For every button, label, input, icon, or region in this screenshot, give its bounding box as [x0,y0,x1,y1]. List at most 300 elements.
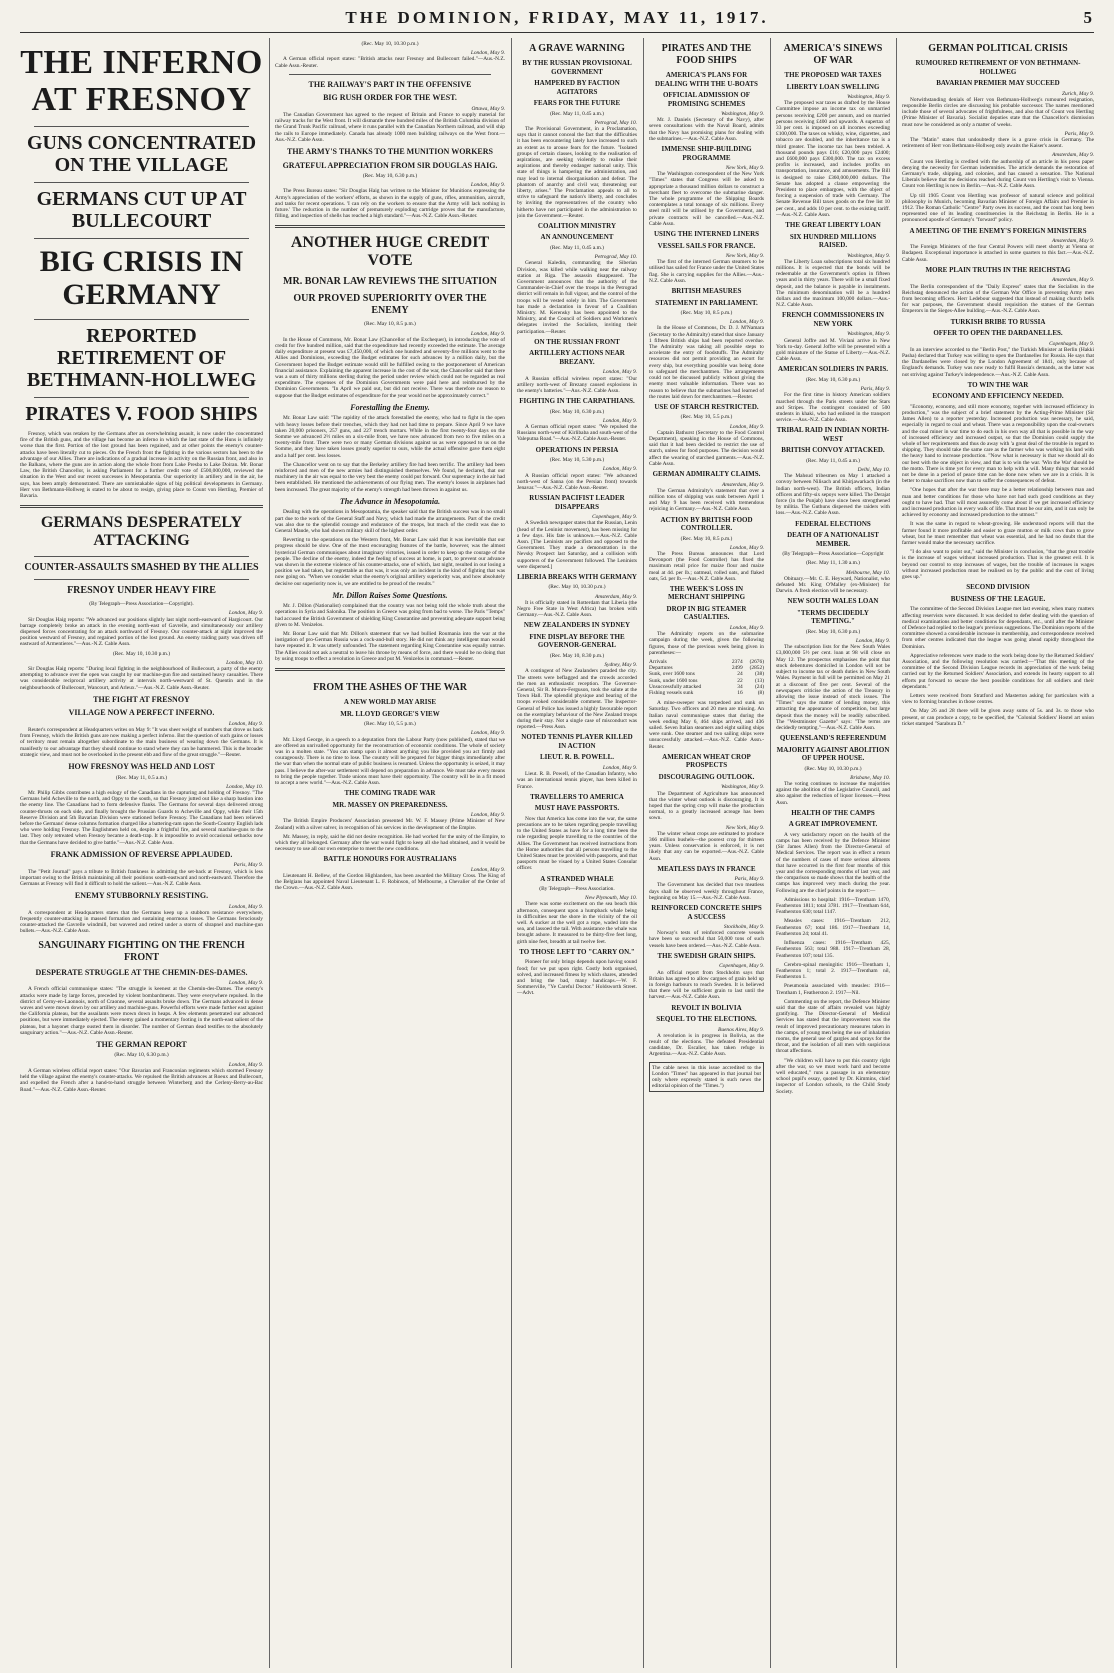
column-5 [776,38,890,1668]
intro-paragraph: Fresnoy, which was retaken by the Germans after an overwhelming assault, is now under the concentrated fire of the British guns, and the village has become an inferno in which the last state of the Huns is infinitely worse than the first. Portion of the lost ground has been regained, and at other points the enemy's counter-attacks have been literally cut to pieces. On the French front the fighting in the various sectors has been to the advantage of our Allies. There are indications of a gradual increase in activity on the Russian front, and also in the Balkans, where the guns are in action along the whole front from Lake Presba to Lake Doiran. Mr. Bonar Law, the British Chancellor, is asking Parliament for a further credit vote of £500,000,000, reviewed the situation in the West and our recent successes in Mesopotamia. Our superiority in artillery and in the air, he says, has been amply demonstrated. There are unmistakable signs of big political developments in Germany. Herr von Bethmann-Hollweg is stated to be about to resign, giving place to Count von Hertling, Premier of Bavaria. [20,431,263,500]
dateline: Copenhagen, May 9. [592,514,637,521]
dateline: Buenos Aires, May 9. [718,1026,764,1033]
headline: QUEENSLAND'S REFERENDUM [779,734,887,743]
column-rule [643,38,644,1668]
dateline: Paris, May 9. [1064,130,1094,137]
headline: ANOTHER HUGE CREDIT VOTE [290,234,490,270]
row-value: 22 [737,677,743,684]
article-paragraph: The "Matin" states that undoubtedly there is a grave crisis in Germany. The retirement of Herr von Bethmann-Hollweg only awaits the Kaiser's assent. [902,136,1094,150]
dateline: London, May 9. [602,417,637,424]
received-line: (Rec. May 10, 10.30 p.m.) [112,650,171,657]
dateline: New York, May 9. [725,253,764,260]
received-line: (Rec. May 10, 6.30 p.m.) [805,628,861,635]
headline: FEDERAL ELECTIONS [795,519,871,528]
masthead [20,6,1094,33]
article-paragraph: The first of the interned German steamers to be utilised has sailed for France under the United States flag. She is carrying supplies for the Allies.—Aus.-N.Z. Cable Assn. [649,259,764,284]
headline: VILLAGE NOW A PERFECT INFERNO. [68,708,215,718]
headline: SECOND DIVISION [966,583,1030,592]
article-paragraph: The committee of the Second Division League met last evening, when many matters affecting reservists were discussed. It was decided to defer dealing with the question of medical examinations and better conditions for dependants, etc., until after the Minister of Defence had replied to the league's previous suggestions. The Dominion reports of the committee showed a considerable increase in membership, and correspondence received from other centres indicated that the league was going ahead rapidly throughout the Dominion. [902,606,1094,650]
masthead-title: THE DOMINION, FRIDAY, MAY 11, 1917. [345,8,769,27]
dateline: Washington, May 9. [721,784,764,791]
row-prev-value: (8) [757,690,764,696]
headline: TRAVELLERS TO AMERICA [530,792,624,801]
two-column-split [275,677,505,895]
article-paragraph: Mr. Massey, in reply, said he did not desire recognition. He had worked for the unity of the Empire, to which they all belonged. Germany after the war would fight to keep all she had obtained, and it would be necessary to use all our own enterprise to meet the new conditions. [275,833,505,853]
headline: BUSINESS OF THE LEAGUE. [950,594,1046,603]
headline: BRITISH CONVOY ATTACKED. [781,446,885,455]
dateline: London, May 9. [602,369,637,376]
article-paragraph: Measles cases: 1916—Trentham 212, Featherston 67; total 186. 1917—Trentham 14, Featherston 24; total 41. [776,918,890,937]
credit-line: (By Telegraph—Press Association. [539,886,615,893]
dateline: New York, May 9. [725,165,764,172]
column-rule [269,38,270,1668]
headline: MORE PLAIN TRUTHS IN THE REICHSTAG [925,265,1071,274]
dateline: London, May 9. [470,812,505,819]
dateline: Washington, May 9. [721,111,764,117]
headline: BRITISH MEASURES [671,287,742,296]
article-paragraph: Pneumonia associated with measles: 1916—Trentham 1, Featherston 2. 1917—Nil. [776,983,890,996]
row-value: 34 [737,683,743,690]
received-line: (Rec. May 11, 1.30 a.m.) [806,560,860,567]
divider [34,556,249,557]
article-paragraph: General Joffre and M. Viviani arrive in New York to-day. General Joffre will be presented with a gold miniature of the Statue of Liberty.—Aus.-N.Z. Cable Assn. [776,337,890,363]
dateline: London, May 9. [729,544,764,551]
headline: NEW ZEALANDERS IN SYDNEY [523,621,631,630]
dateline: London, May 9. [228,903,263,910]
article-paragraph: The Foreign Ministers of the four Central Powers will meet shortly at Vienna or Budapest. Exceptional importance is attached in some quarters to this fact.—Aus.-N.Z. Cable Assn. [902,244,1094,263]
headline: THE COMING TRADE WAR [344,789,436,798]
headline: BIG RUSH ORDER FOR THE WEST. [323,93,457,103]
headline: THE INFERNO AT FRESNOY [20,44,263,118]
received-line: (Rec. May 10, 10.30 p.m.) [548,584,606,591]
article-paragraph: Mr. Bonar Law said: "The rapidity of the attack forestalled the enemy, who had to fight in the open with heavy losses before their trenches, which they had not had time to prepare. Since April 9 we have taken 20,000 prisoners, 257 guns, and 227 trench mortars. While in the first twenty-four days on the Somme we advanced 2½ miles on a six-mile front, we have now advanced from two to five miles on a twenty-mile front. There were two or many German divisions against us as were opposed to us on the Somme, and they have taken losses greatly superior to ours, while the actual offensive gave them eight and a half per cent. less losses. [275,415,505,459]
headline: FRENCH COMMISSIONERS IN NEW YORK [782,311,884,328]
headline: MAJORITY AGAINST ABOLITION OF UPPER HOUSE. [776,745,890,763]
headline: REPORTED RETIREMENT OF BETHMANN-HOLLWEG [26,325,257,391]
divider [275,668,505,671]
headline: OPERATIONS IN PERSIA [535,445,619,454]
dateline: London, May 10. [226,783,263,790]
row-prev-value: (2676) [749,658,764,665]
article-paragraph: A very satisfactory report on the health of the camps has been received by the Defence Minister (Sir James Allen) from the Director-General of Medical Services. The report was in effect a return of the numbers of cases of more serious ailments that have occurred in the first four months of this year and the corresponding months of last year, and the comparison so made shows that the health of the camps has improved very much during the year. Following are the chief points in the report:— [776,831,890,894]
headline: LIBERIA BREAKS WITH GERMANY [517,572,637,581]
headline: NOTED TENNIS PLAYER KILLED IN ACTION [521,733,633,750]
headline: AMERICA'S PLANS FOR DEALING WITH THE U-BOATS [655,71,758,88]
divider [34,397,249,398]
received-line: (Rec. May 10, 10.30 p.m.) [361,41,419,47]
headline: NEW SOUTH WALES LOAN [787,597,879,606]
headline: VESSEL SAILS FOR FRANCE. [657,241,756,250]
headline: MR. MASSEY ON PREPAREDNESS. [332,800,448,809]
headline: GUNS CONCENTRATED ON THE VILLAGE [26,132,257,176]
headline: GERMANS CUT UP AT BULLECOURT [36,188,247,232]
article-paragraph: A contingent of New Zealanders paraded the city. The streets were beflagged and the crowds accorded the men an enthusiastic reception. The Governor-General, Sir R. Munro-Ferguson, took the salute at the Town Hall. The splendid physique and bearing of the troops evoked considerable comment. The Inspector-General of Police has issued a highly favourable report on the exemplary behaviour of the New Zealand troops during their stay. Not a single case of misconduct was reported.—Press Assn. [517,668,637,731]
received-line: (Rec. May 10, 8.5 p.m.) [680,310,733,317]
article-paragraph: Reverting to the operations on the Western front, Mr. Bonar Law said that it was inevitable that our progress should be slow. One of the most encouraging features of the battle, however, was the almost hysterical German communiques about imaginary victories, issued in order to keep up the courage of the people. The decline of the enemy, indeed the feeling of success at home, is part, to prevent our advance was shown in the extreme violence of his counter-attacks, one of which, last night, resulted in our losing a position we had taken, but regrettable as that was, it was only an incident in the kind of fighting that was now going on. "When we consider what the enemy's original artillery superiority was, and how absolutely decisive our superiority now is, we are entitled to be proud of the results." [275,537,505,587]
article-paragraph: The Department of Agriculture has announced that the winter wheat outlook is discouraging. It is hoped that the spring crop will make the production normal, to a greatly increased acreage has been sown. [649,790,764,822]
article-paragraph: Admissions to hospital: 1916—Trentham 1470, Featherston 1811; total 3781. 1917—Trentham 644, Featherston 630; total 1147. [776,896,890,916]
column-2 [275,38,505,1668]
dateline: London, May 9. [470,182,505,189]
headline: BIG CRISIS IN GERMANY [39,245,244,311]
divider [34,579,249,580]
dateline: London, May 9. [228,720,263,727]
headline: OUR PROVED SUPERIORITY OVER THE ENEMY [293,293,487,317]
headline: DISCOURAGING OUTLOOK. [658,772,755,781]
dateline: Melbourne, May 10. [845,569,890,576]
dateline: Ottawa, May 9. [471,105,505,112]
article-paragraph: The subscription lists for the New South Wales £3,000,000 5½ per cent. loan at 98 will close on May 12. The prospectus emphasises the point that stock debentures domiciled in London will not be subject to income tax or death duties in New South Wales. Payment in full will be permitted on May 21 at a discount of five per cent. Several of the newspapers criticise the action of the Treasury in allowing the issue instead of stock issues. The "Times" says the matter of lending money, this attracting the appearance of competition, but large deposit thus the money will be readily subscribed. The "Westminster Gazette" says: "The terms are decidedly tempting."—Aus.-N.Z. Cable Assn. [776,644,890,731]
headline: FIGHTING IN THE CARPATHIANS. [519,397,635,406]
article-paragraph: The Canadian Government has agreed to the request of Britain and France to supply material for railway tracks for the West front. It will dismantle three hundred miles of the British Columbia division of the Grand Trunk Pacific railroad, where it runs parallel with the Canadian Northern railroad, and will ship the rails to Europe immediately. Canada has already 1000 men building railways on the West front.—Aus.-N.Z. Cable Assn. [275,112,505,143]
headline: SEQUEL TO THE ELECTIONS. [656,1015,757,1024]
headline: LIEUT. R. B. POWELL. [540,753,614,762]
headline: COALITION MINISTRY [537,221,617,230]
received-line: (Rec. May 10, 6.30 p.m.) [805,376,861,383]
article-paragraph: Appreciative references were made to the work being done by the Returned Soldiers' Association, and the following resolution was carried:—"That this meeting of the committee of the Second Division League records its appreciation of the work being carried out by the Returned Soldiers' Association, and extends its hearty support to all efforts put forward to secure the best possible conditions for all soldiers and their dependants." [902,652,1094,690]
received-line: (Rec. May 11, 0.45 a.m.) [550,110,604,117]
page-number: 5 [1083,8,1092,27]
row-value: 2374 [731,658,743,665]
article-paragraph: In the House of Commons, Mr. Bonar Law (Chancellor of the Exchequer), in introducing the vote of credit for five hundred million, said that the expenditure had recently exceeded the estimate. The average daily expenditure at present was £7,450,000, of which one hundred and seventy-five millions went to the Allies and Dominions, exceeding the Budget estimates for such advances by a million daily, but the Government hoped the Budget estimate would still be fulfilled owing to the postponement of American financial assistance. Explaining the apparent increase in the cost of the war, the Chancellor said that there was a sum of thirty millions sterling during the period under review which could not be regarded as real expenditure. The expenses of the Dominion Governments were paid here and reimbursed by the Dominion Governments. "In April we paid out, but did not receive. There was therefore no reason to suppose that the Budget estimates of expenditure for the year would not be approximately correct." [275,336,505,399]
article-paragraph: Dealing with the operations in Mesopotamia, the speaker said that the British success was in no small part due to the work of the General Staff and Navy, which had made the arrangements. Part of the credit was also due to the splendid courage and endurance of the troops, but much of the credit was due to General Maude, who had shown military skill of the highest order. [275,509,505,534]
column-rule [511,38,512,1668]
dateline: New Plymouth, May 10. [585,895,637,902]
row-value: 2499 [731,665,743,672]
dateline: Petrograd, May 10. [594,119,637,126]
headline: THE RAILWAY'S PART IN THE OFFENSIVE [308,79,472,89]
headline: DEATH OF A NATIONALIST MEMBER. [787,531,879,548]
article-paragraph: The Chancellor went on to say that the Berkeley artillery fire had been terrific. The artillery had been reinforced and men of the new armies had distinguished themselves. We found, he declared, that our machinery in the air was equal to the very best the enemy could put forward. Our supremacy in the air had been established. He mentioned the achievements of our flying men. The enemy's losses in airplanes had been increased. The great majority of the enemy's strength had been thrown in against us. [275,461,505,493]
headline: GERMAN POLITICAL CRISIS [928,43,1068,54]
dateline: Zurich, May 9. [1061,90,1094,97]
headline: FEARS FOR THE FUTURE [533,99,621,107]
article-paragraph: "Economy, economy, and still more economy, together with increased efficiency in production," was the subject of a brief statement by the Acting-Prime Minister (Sir James Allen) to a reporter yesterday. Increased production was necessary, he said, especially in regard to coal and wheat. There was a responsibility upon the coal-owners and the coal miner in war time to do each in his own way all that is possible in the way of increased efficiency and increased output, so that the Dominion could supply the whole of her requirements and thus do away with 'a great deal of the trouble in regard to shipping. They should take the same care as the farmer who was working his land with the heavy hand to increase production. "Now what is necessary is that we should all do our best with the one object in view, and that is to win the war. 'Win the War' should be the motto. There is time yet for every man to help with a will. Many things that would not be done in a period of peace time can be done now when we are in a crisis. It is better to make sacrifices now than to suffer the consequences of defeat. [902,403,1094,485]
divider [34,319,249,320]
column-4 [649,38,764,1668]
article-paragraph: A German official report states: "We repulsed the Russians north-west of Kirlibaba and south-west of the Valeputna Road."—Aus.-N.Z. Cable Assn.-Reuter. [517,424,637,443]
headline: REINFORCED CONCRETE SHIPS A SUCCESS [651,904,762,921]
column-3 [517,38,637,1668]
row-prev-value: (24) [755,683,764,690]
received-line: (Rec. May 10, 5.5 p.m.) [680,414,733,421]
headline: THE GERMAN REPORT [96,1039,187,1049]
article-paragraph: The Provisional Government, in a Proclamation, says that it cannot conceal the fact that the difficulties it has been encountering lately have increased to such an extent as to arouse fears for the future. "Isolated groups of certain classes, looking to the realisation of aspirations, are seeking violently to realise their aspirations and thereby endanger national unity. This state of things is hampering the administration, and may lead to internal disorganisation and defeat. The phantom of anarchy and civil war, threatening our liberty, arises." The Proclamation appeals to all to strive to safeguard the nation's liberty, and concludes by inviting the representatives of the country who hitherto have not participated in the administration to join the Government.—Reuter. [517,125,637,219]
headline: GERMANS DESPERATELY ATTACKING [40,514,243,550]
divider [34,126,249,127]
divider [34,182,249,183]
article-paragraph: A Russian official report states: "We advanced north-west of Sanna (on the Persian front) towards Jenavar."—Aus.-N.Z. Cable Assn.-Reuter. [517,472,637,491]
dateline: Amsterdam, May 9. [1051,152,1094,159]
headline: FRANK ADMISSION OF REVERSE APPLAUDED. [50,849,233,859]
article-paragraph: Up till 1905 Count von Hertling was professor of natural science and political philosophy in Munich, becoming Bavarian Minister of Foreign Affairs and Premier in 1912. The Roman Catholic "Centre" Party owes its success, and the count has long been represented one of its leading constituencies in the Reichstag in Berlin. He is a pronounced apostle of Germany's "forward" policy. [902,192,1094,224]
article-paragraph: General Kaledin, commanding the Siberian Division, was killed while walking near the railway station at Riga. The assassin disappeared. The Government announces that the authority of the Commander-in-Chief over the troops in the Petrograd district will remain in full vigour, and the control of the troops will be vested solely in him. The Government has made a declaration in favour of a Coalition Ministry. M. Kerensky has been appointed to the Ministry, and the Council of Soldiers and Workmen's delegates invited the Socialists, inviting their participation.—Reuter. [517,260,637,335]
headline: AMERICAN WHEAT CROP PROSPECTS [662,752,751,770]
headline: BY THE RUSSIAN PROVISIONAL GOVERNMENT [522,59,632,76]
headline: STATEMENT IN PARLIAMENT. [655,298,758,307]
article-paragraph: Letters were received from Stratford and Masterton asking for particulars with a view to forming branches in those centres. [902,692,1094,706]
dateline: Amsterdam, May 9. [1051,277,1094,284]
dateline: Sydney, May 9. [604,662,637,669]
headline: DESPERATE STRUGGLE AT THE CHEMIN-DES-DAMES. [35,967,248,977]
headline: A NEW WORLD MAY ARISE [343,698,437,707]
headline: THE WEEK'S LOSS IN MERCHANT SHIPPING [667,584,746,602]
divider [275,225,505,228]
divider [34,238,249,239]
row-prev-value: (2852) [749,665,764,672]
headline: THE ARMY'S THANKS TO THE MUNITION WORKERS [287,147,493,157]
headline: BAVARIAN PREMIER MAY SUCCEED [936,79,1060,87]
article-paragraph: The Government has decided that two meatless days shall be observed weekly throughout France, beginning on May 15.—Aus.-N.Z. Cable Assn. [649,882,764,901]
dateline: London, May 9. [228,1061,263,1068]
headline: ECONOMY AND EFFICIENCY NEEDED. [932,392,1064,401]
headline: TO THOSE LEFT TO "CARRY ON." [519,947,635,956]
dateline: London, May 9. [855,638,890,645]
article-paragraph: The Press Bureau states: "Sir Douglas Haig has written to the Minister for Munitions expressing the Army's appreciation of the workers' efforts, as shown in the supply of guns, rifles, ammunition, aircraft, and tanks for recent operations. 'I can rely on the workers to ensure that the Army will lack nothing in future.' The reduction in the number of prematurely exploding cartridge proves that the manufacture, filling, and inspection of shells has reached a high standard."—Aus.-N.Z. Cable Assn.-Reuter. [275,188,505,220]
article-paragraph: A German wireless official report states: "Our Bavarian and Franconian regiments which stormed Fresnoy held the village against the enemy's counter-attacks. We repulsed the British advances at Roeux and Bullecourt, and expelled the French after a hand-to-hand struggle between Winterberg and the Cerleny-Berry-au-Bac Road."—Aus.-N.Z. Cable Assn.-Reuter. [20,1067,263,1093]
headline: ON THE RUSSIAN FRONT [534,337,620,346]
divider [289,74,491,75]
article-paragraph: Mr. J. Dillon (Nationalist) complained that the country was not being told the whole truth about the operations in Syria and Salonika. The position in Greece was going from bad to worse. The Paris "Temps" had accused the British Government of shielding King Constantine and preventing adequate support being given to M. Venizelos. [275,603,505,628]
dateline: London, May 9. [470,50,505,57]
headline: DROP IN BIG STEAMER CASUALTIES. [666,604,747,622]
row-value: 16 [737,690,743,696]
dateline: Amsterdam, May 9. [721,481,764,488]
dateline: Paris, May 9. [233,862,263,869]
article-paragraph: The British Empire Producers' Association presented Mr. W. F. Massey (Prime Minister of New Zealand) with a silver salver, in recognition of his services in the development of the Empire. [275,818,505,831]
headline: FRESNOY UNDER HEAVY FIRE [67,585,216,597]
advertisement: Pioneer for only brings depends upon having sound food; for we put upon right. Costly both organised, solved, and increased fitness by which shares, attended and bring the bad, many handicaps.—W. F. Sommerville, "Ye Careful Doctor." Holdsworth Street.—Advt. [517,959,637,997]
headline: HAMPERED BY FACTION AGITATORS [534,79,620,96]
column-rule [770,38,771,1668]
dateline: Washington, May 9. [847,331,890,338]
headline: USING THE INTERNED LINERS [653,230,760,239]
row-label: Fishing vessels sunk [649,690,694,696]
article-paragraph: Notwithstanding denials of Herr von Bethmann-Hollweg's rumoured resignation, responsible Berlin circles are discussing his probable successor. The names mentioned include those of several advocates of frightfulness, and also that of Count von Hertling (Prime Minister of Bavaria). Socialist deputies state that the Chancellor's dismission must now be considered as only a matter of weeks. [902,96,1094,128]
headline: GERMAN ADMIRALTY CLAIMS. [652,470,761,479]
headline: MR. BONAR LAW REVIEWS THE SITUATION [283,276,497,288]
row-label: Departures [649,665,673,672]
row-prev-value: (13) [755,677,764,684]
headline: REVOLT IN BOLIVIA [671,1003,742,1012]
headline: LIBERTY LOAN SWELLING [786,82,880,91]
column-6 [902,38,1094,1668]
article-paragraph: A German official report states: "British attacks near Fresnoy and Bullecourt failed."—Aus.-N.Z. Cable Assn.-Reuter. [275,56,505,69]
article-paragraph: The German Admiralty's statement that over a million tons of shipping was sunk between April 1 and May 9 has been received with tremendous rejoicing in Germany.—Aus.-N.Z. Cable Assn. [649,487,764,513]
dateline: London, May 9. [228,610,263,617]
article-paragraph: The Mahsud tribesmen on May 1 attacked a convoy between Nilisach and Khirjawarkach (in the Indian north-west). The British officers, Indian officers and fifty-six sepoys were killed. The Derajat force (in the Punjab) have since been strengthened by militia. The Guthuns dispersed the raiders with loss.—Aus.-N.Z. Cable Assn. [776,473,890,517]
headline: COUNTER-ASSAULTS SMASHED BY THE ALLIES [24,562,259,574]
dateline: London, May 9. [729,423,764,430]
received-line: (Rec. May 10, 5.5 p.m.) [364,721,416,728]
headline: USE OF STARCH RESTRICTED. [654,402,759,411]
editorial-note [649,1062,764,1093]
dateline: London, May 9. [602,466,637,473]
received-line: (Rec. May 11, 0.5 a.m.) [115,774,168,781]
headline: HEALTH OF THE CAMPS [791,808,875,817]
headline: BATTLE HONOURS FOR AUSTRALIANS [323,855,457,864]
headline: THE SWEDISH GRAIN SHIPS. [657,951,756,960]
article-paragraph: "I do also want to point out," said the Minister in conclusion, "that the great trouble is the increase of wages without increased production. That is the greatest evil. It is beyond our control to stop increases of wages, but the trouble of increases in wages without increased production must be realised on by the public and the cost of living goes up." [902,549,1094,581]
shipping-table [649,659,764,696]
headline: SANGUINARY FIGHTING ON THE FRENCH FRONT [38,939,245,963]
headline: ACTION BY BRITISH FOOD CONTROLLER. [660,515,753,533]
article-paragraph: Now that America has come into the war, the same precautions are to be taken regarding people travelling to the United States as have for a long time been the rule regarding people travelling to the countries of the Allies. The Government has received instructions from the Home authorities that all persons travelling to the United States must be provided with passports, and that passports must be visaed by a United States Consular officer. [517,815,637,872]
headline: A GRAVE WARNING [529,43,625,54]
dateline: London, May 9. [729,319,764,326]
headline: TO WIN THE WAR [967,380,1029,389]
received-line: (Rec. May 10, 8.5 p.m.) [364,321,416,328]
headline: MEATLESS DAYS IN FRANCE [657,864,756,873]
dateline: Paris, May 9. [734,876,764,883]
credit-line: (By Telegraph—Press Association—Copyright [782,551,884,558]
dateline: London, May 10. [226,659,263,666]
article-paragraph: Lieut. R. B. Powell, of the Canadian Infantry, who was an international tennis player, has been killed in France. [517,771,637,790]
article-paragraph: Reuter's correspondent at Headquarters writes on May 9: "It was sheer weight of numbers that drove us back from Fresnoy, which the British guns are now making a perfect inferno. But the question of such gains or losses of territory must remain altogether subordinate to the main business of wearing down the Germans. It is manifestly to our advantage that they should continue to stand where they can be hammered. This is the broader strategic view, and must not be overlooked in the present ebb and flow of the great struggle."—Reuter. [20,727,263,758]
row-label: Arrivals [649,658,667,665]
article-paragraph: Cerebro-spinal meningitis: 1916—Trentham 1, Featherston 1; total 2. 1917—Trentham nil, Featherston 1. [776,961,890,981]
headline: A GREAT IMPROVEMENT. [788,820,878,829]
headline: FROM THE ASHES OF THE WAR [313,682,467,694]
headline: A MEETING OF THE ENEMY'S FOREIGN MINISTERS [909,226,1087,235]
headline: SIX HUNDRED MILLIONS RAISED. [789,232,877,250]
article-paragraph: The Liberty Loan subscriptions total six hundred millions. It is expected that the bonds will be redeemable at the Government's option in fifteen years and in thirty years. There will be a small fixed deposit, and the balance is payable in instalments. The minimum denomination will be a hundred dollars and the maximum 100,000 dollars.—Aus.-N.Z. Cable Assn. [776,258,890,309]
article-paragraph: A revolution is in progress in Bolivia, as the result of the elections. The defeated Presidential candidate, Dr. Escalier, has taken refuge in Argentina.—Aus.-N.Z. Cable Assn. [649,1032,764,1058]
article-paragraph: On May 26 and 28 there will be given away sums of 5s. and 3s. to those who present, or can produce a copy, to be specified, the "Colonial Soldiers' Hostel art union ticket stamped "Sarabura D." [902,708,1094,727]
article-paragraph: The Washington correspondent of the New York "Times" states that Congress will be asked to appropriate a thousand million dollars to construct a merchant fleet to overcome the submarine danger. The whole programme of the Shipping Boards contemplates a total tonnage of six millions. Every steel mill will be utilised by the Government, and private contracts will be cancelled.—Aus.-N.Z. Cable Assn. [649,171,764,227]
credit-line: (By Telegraph—Press Association—Copyright). [89,601,194,608]
article-paragraph: Captain Bathurst (Secretary to the Food Control Department), speaking in the House of Commons, said that it had been decided to restrict the use of starch, unless for food purposes. The decision would affect the wearing of starched garments.—Aus.-N.Z. Cable Assn. [649,429,764,467]
article-paragraph: Obituary.—Mr. C. E. Heyward, Nationalist, who defeated Mr. King O'Malley (ex-Minister) for Darwin. A fresh election will be necessary. [776,575,890,595]
article-paragraph: Mr. Philip Gibbs contributes a high eulogy of the Canadians in the capturing and holding of Fresnoy. "The Germans held Acheville to the north, and Oppy to the south, so that Fresnoy jutted out like a sharp bastion into the enemy line. The Canadians had to form defensive flanks. The Germans for several days delivered strong counter-thrusts on each side, and finally brought the Prussian Guards to Acheville and Oppy, while their 15th Reserve Division and 5th Bavarian Division were stationed before Fresnoy. The Canadians had been relieved before the Germans' dense columns formation charged like a battering-ram upon the South-Country English lads who were holding Fresnoy. The Englishmen held on, despite a frightful fire, and several machine-guns to the last. They only retreated when Fresnoy became a death-trap. It is impossible to avoid occasional setbacks now that the Germans have decided to give battle."—Aus.-N.Z. Cable Assn. [20,790,263,846]
headline: ARTILLERY ACTIONS NEAR BREZANY. [529,349,625,366]
dateline: Copenhagen, May 9. [1049,340,1094,347]
dateline: Stockholm, May 9. [723,924,764,931]
dateline: London, May 9. [470,730,505,737]
article-paragraph: The proposed war taxes as drafted by the House Committee impose an income tax on unmarried persons receiving £200 per annum, and on married persons receiving £400 and upwards. A supertax of 33 per cent. is imposed on all incomes exceeding £100,000. The taxes on whisky, wine, cigarettes, and tobacco are doubled, and the inheritance tax is a third greater. The income tax has been trebled. A thousand pounds pays £16; £20,000 pays £2400; and £600,000 pays £300,000. The tax on excess profits is increased, and includes profits on transportation, insurance, and amusements. The Bill is designed to raise £360,000,000 dollars. The Senate has adopted a clause empowering the President to place embargoes, with the object of forcing a suspension of trade with Germany. The Senate Revenue Bill taxes goods on the free list 10 per cent., and adds 10 per cent. to the existing tariff.—Aus.-N.Z. Cable Assn. [776,100,890,218]
article-paragraph: A mine-sweeper was torpedoed and sunk on Saturday. Two officers and 20 men are missing. An Italian naval communique states that during the week ending May 6, 464 ships arrived, and 436 sailed. Seven Italian steamers and eight sailing ships were sunk. One steamer and two sailing ships were unsuccessfully attacked.—Aus.-N.Z. Cable Assn.-Reuter. [649,700,764,750]
received-line: (Rec. May 10, 8.5 p.m.) [680,535,733,542]
received-line: (Rec. May 10, 5.30 p.m.) [549,457,605,464]
dateline: London, May 9. [602,764,637,771]
article-paragraph: The Berlin correspondent of the "Daily Express" states that the Socialists in the Reichstag denounced the action of the German War Office in preventing Army men from becoming officers. Herr Ledebour suggested that instead of making church bells for war purposes, the Government should requisition the statues of the German Emperors in the Sieges-Allee building.—Aus.-N.Z. Cable Assn. [902,283,1094,315]
article-paragraph: For the first time in history American soldiers marched through the Paris streets under the Stars and Stripes. The contingent consisted of 500 students in khaki, who had enlisted in the transport service.—Aus.-N.Z. Cable Assn. [776,392,890,424]
headline: THE GREAT LIBERTY LOAN [785,221,881,230]
article-paragraph: Norway's tests of reinforced concrete vessels have been so successful that 50,000 tons of such vessels have been ordered.—Aus.-N.Z. Cable Assn. [649,930,764,949]
headline: PIRATES AND THE FOOD SHIPS [661,43,752,66]
dateline: Petrograd, May 10. [594,254,637,261]
headline: TRIBAL RAID IN INDIAN NORTH-WEST [776,426,890,443]
article-paragraph: A French official communique states: "The struggle is keenest at the Chemin-des-Dames. The enemy's attacks were made by large forces, preceded by violent bombardments. They were everywhere repulsed. In the district of Cerny-en-Laonnois, north of Craonne, several assaults broke down. The Germans advanced in dense waves and were mown down by our artillery and machine-guns. Powerful efforts were made further east against the California plateau, but the assailants were mown down in heaps. A few elements penetrated our advanced positions, but were immediately ejected. The enemy gained a momentary footing in the north-east salient of the plateau, but a bayonet charge ousted them in disorder. The number of German dead testifies to the absolutely sanguinary action."—Aus.-N.Z. Cable Assn.-Reuter. [20,986,263,1036]
received-line: (Rec. May 10, 6.30 p.m.) [114,1052,169,1059]
table-row [649,690,764,696]
received-line: (Rec. May 11, 0.45 a.m.) [550,244,604,251]
dateline: Copenhagen, May 9. [719,963,764,970]
article-paragraph: The voting continues to increase the majorities against the abolition of the Legislative Council, and also against the reduction of liquor licenses.—Press Assn. [776,781,890,806]
headline: OFFER TO OPEN THE DARDANELLES. [933,329,1063,338]
headline: ENEMY STUBBORNLY RESISTING. [74,891,209,901]
dateline: London, May 9. [470,330,505,337]
row-label: Unsuccessfully attacked [649,683,702,690]
column-rule [896,38,897,1668]
headline: GRATEFUL APPRECIATION FROM SIR DOUGLAS HAIG. [282,160,498,170]
headline: AMERICAN SOLDIERS IN PARIS. [778,365,888,374]
dateline: Delhi, May 10. [857,467,890,474]
article-paragraph: There was some excitement on the sea beach this afternoon, consequent upon a humpback whale being in difficulties near the shore in the vicinity of the oil well. A sucker at the well got a rope, waded into the sea, and lassoed the tail. With assistance the whale was brought ashore. It measured to be thirty-five feet long, girth nine feet, breadth at tail twelve feet. [517,901,637,945]
headline: THE PROPOSED WAR TAXES [784,71,882,79]
article-paragraph: It was the same in regard to wheat-growing. He understood reports will that the farmer found it more profitable and easier to graze mutton or milk cows than to grow wheat, but he must remember that wheat was essential, and he had no doubt that the farmer would make the necessary sacrifice. [902,521,1094,547]
headline: HOW FRESNOY WAS HELD AND LOST [68,762,215,772]
article-paragraph: The "Petit Journal" pays a tribute to British frankness in admitting the set-back at Fresnoy, which is less important owing to the British maintaining all their positions south-eastward and north-eastward. Therefore the Germans at Fresnoy will find it difficult to hold the salient.—Aus.-N.Z. Cable Assn. [20,868,263,887]
article-paragraph: Sir Douglas Haig reports: "During local fighting in the neighbourhood of Bullecourt, a party of the enemy attempting to advance over the open was caught by our machine-gun fire and sustained heavy casualties. There was considerable reciprocal artillery activity at intervals north-westward of St. Quentin and in the neighbourhoods of Bullecourt, Wancourt, and Arleux."—Aus.-N.Z. Cable Assn.-Reuter. [20,666,263,691]
subhead: Forestalling the Enemy. [350,402,430,412]
headline: RUSSIAN PACIFIST LEADER DISAPPEARS [529,494,625,511]
dateline: Amsterdam, May 9. [594,593,637,600]
subcolumn-left [275,677,505,895]
article-paragraph: Lieutenant H. Bellew, of the Gordon Highlanders, has been awarded the Military Cross. The King of the Belgians has appointed Naval Lieutenant L. F. Robinson, of Melbourne, a Chevalier of the Order of the Crown.—Aus.-N.Z. Cable Assn. [275,873,505,892]
headline: PIRATES V. FOOD SHIPS [25,403,258,425]
article-paragraph: A correspondent at Headquarters states that the Germans keep up a stubborn resistance everywhere, frequently counter-attacking in massed formation and sustaining enormous losses. The Germans ferociously counter-attacked the Gavrelle windmill, but wavered and retired under a storm of shrapnel and machine-gun bullets.—Aus.-N.Z. Cable Assn. [20,909,263,935]
dateline: London, May 9. [470,866,505,873]
row-label: Sunk, under 1600 tons [649,677,698,684]
article-paragraph: The Press Bureau announces that Lord Devonport (the Food Controller) has fixed the maximum retail price for maize flour and maize meal at 4d. per lb.; oatmeal, rolled oats, and flaked oats, 5d. per lb.—Aus.-N.Z. Cable Assn. [649,550,764,582]
headline: FINE DISPLAY BEFORE THE GOVERNOR-GENERAL [529,632,625,650]
subhead: Mr. Dillon Raises Some Questions. [332,590,448,600]
row-label: Sunk, over 1600 tons [649,671,695,678]
article-paragraph: Commenting on the report, the Defence Minister said that the state of affairs revealed was highly gratifying. The Director-General of Medical Services has stated that the improvement was the result of improved precautionary measures taken in the camps, of young men being the use of inhalation rooms, the general use of gargles and sprays for the throat, and the isolation of all men with suspicious throat affections. [776,998,890,1055]
dateline: Washington, May 9. [847,252,890,259]
article-paragraph: Mr. J. Daniels (Secretary of the Navy), after seven consultations with the Naval Board, admits that the Navy has promising plans for dealing with the submarines.—Aus.-N.Z. Cable Assn. [649,117,764,142]
article-paragraph: In an interview accorded to the "Berlin Post," the Turkish Minister at Berlin (Hakki Pasha) declared that Turkey was willing to open the Dardanelles for Russia. He says that the Dardanelles were closed by the London Agreement of 1841, only because of England's demands. Turkey was now ready to fulfil Russia's demands, as the latter was not striving against Turkey's independence.—Aus.-N.Z. Cable Assn. [902,346,1094,378]
article-paragraph: Count von Hertling is credited with the authorship of an article in his press paper denying the necessity for German indemnities. The article demands the restoration of Germany's trade, shipping, and colonies, and has caused a sensation. The National Liberals believe that the decisions reached during Count von Hertling's visit to Vienna. Count von Hertling is now in Berlin.—Aus.-N.Z. Cable Assn. [902,158,1094,190]
article-paragraph: In the House of Commons, Dr. D. J. M'Namara (Secretary to the Admiralty) stated that since January 1 fifteen British ships had been reported overdue. The Admiralty was taking all possible steps to accelerate the entry of foodstuffs. The Admiralty resources did not permit providing an escort for every ship, but everything possible was being done to safeguard the merchantmen. The arrangements could not be discussed publicly without giving the enemy most valuable information. There was no reason to believe that the submarines had learned of the routes laid down for merchantmen.—Reuter. [649,325,764,400]
column-1 [20,38,263,1668]
headline: TURKISH BRIBE TO RUSSIA [950,317,1046,326]
article-paragraph: An official report from Stockholm says that Britain has agreed to allow cargoes of grain held up in foreign harbours to reach Sweden. It is believed that there will be sufficient grain to last until the harvest.—Aus.-N.Z. Cable Assn. [649,969,764,1001]
headline: MUST HAVE PASSPORTS. [534,804,620,813]
article-paragraph: The winter wheat crops are estimated to produce 366 million bushels—the poorest crop for thirteen years. Unless conservation is enforced, it is not likely that any can be exported.—Aus.-N.Z. Cable Assn. [649,830,764,862]
article-paragraph: Influenza cases: 1916—Trentham 425, Featherston 563; total 988. 1917—Trentham 28, Featherston 107; total 135. [776,940,890,959]
headline: "TERMS DECIDEDLY TEMPTING." [797,608,869,626]
dateline: Washington, May 9. [847,94,890,100]
subhead: The Advance in Mesopotamia. [339,496,441,506]
headline: THE FIGHT AT FRESNOY [93,694,190,704]
headline: OFFICIAL ADMISSION OF PROMISING SCHEMES [662,91,751,108]
dateline: London, May 9. [729,624,764,631]
received-line: (Rec. May 10, 10.30 p.m.) [804,765,862,772]
headline: AMERICA'S SINEWS OF WAR [783,43,883,66]
article-paragraph: "One hopes that after the war there may be a better relationship between man and man and better conditions for those who have not had such good conditions as they ought to have had. That will most assuredly come about if we get increased efficiency and increased production in every walk of life. That must be our aim, and it can only be achieved by economy and increased production to the utmost." [902,487,1094,519]
received-line: (Rec. May 11, 0.45 a.m.) [806,457,860,464]
note-text: The cable news in this issue accredited to the London "Times" has appeared in that journal but only where expressly stated is such news the editorial opinion of the "Times.") [652,1064,761,1090]
headline: AN ANNOUNCEMENT [540,233,614,242]
divider [20,505,263,508]
headline: RUMOURED RETIREMENT OF VON BETHMANN-HOLLWEG [915,59,1081,76]
article-paragraph: Sir Douglas Haig reports: "We advanced our positions slightly last night north-eastward of Hargicourt. Our barrage completely broke an attack in the evening north-east of Gavrelle, and simultaneously our artillery dispersed forces concentrating for an attack northward of Fresnoy. Our counter-attack at night improved the position westward of Fresnoy, and regained portion of the lost ground. An enemy raiding party was driven off eastward of Armentieres."—Aus.-N.Z. Cable Assn. [20,616,263,648]
dateline: London, May 9. [228,980,263,987]
article-paragraph: It is officially stated in Rotterdam that Liberia (the Negro Free State in West Africa) has broken with Germany.—Aus.-N.Z. Cable Assn. [517,599,637,619]
dateline: New York, May 9. [725,824,764,831]
headline: IMMENSE SHIP-BUILDING PROGRAMME [661,145,752,162]
article-paragraph: Mr. Lloyd George, in a speech to a deputation from the Labour Party (now published), stated that we are offered an unrivalled opportunity for the reconstruction of economic conditions. The whole of society was in a molten state. "You can stamp upon it almost anything you like provided you act firmly and courageously. There is no time to lose. The country will be prepared for bigger things immediately after the war than when the normal state of public business is resumed. Unless the opportunity is seized, it may pass. I believe the after-war settlement will depend on preparation in advance. We must take every means to bring the people together. Trade unions must have their opportunity. The country will be in a fit mood to accept a new world."—Aus.-N.Z. Cable Assn. [275,736,505,786]
article-paragraph: "We children will have to put this country right after the war, so we must work hard and become well educated," runs a passage in an elementary school pupil's essay, quoted by Dr. Kimmins, chief inspector of London schools, to the Child Study Society. [776,1057,890,1095]
article-paragraph: Mr. Bonar Law said that Mr. Dillon's statement that we had bullied Roumania into the war at the instigation of pro-German Russia was a cock-and-bull story. He did not think any intelligent man would have repeated it. It was utterly unfounded. The statement regarding King Constantine was equally untrue. The Allies could not ask a neutral to leave his throne by means of force, and there would be no doing that by using troops to effect a revolution in Greece and put M. Venizelos in command.—Reuter. [275,631,505,662]
row-prev-value: (38) [755,671,764,678]
row-value: 24 [737,671,743,678]
received-line: (Rec. May 10, 8.30 p.m.) [549,652,605,659]
headline: MR. LLOYD GEORGE'S VIEW [340,709,440,718]
received-line: (Rec. May 10, 6.30 p.m.) [362,173,418,180]
